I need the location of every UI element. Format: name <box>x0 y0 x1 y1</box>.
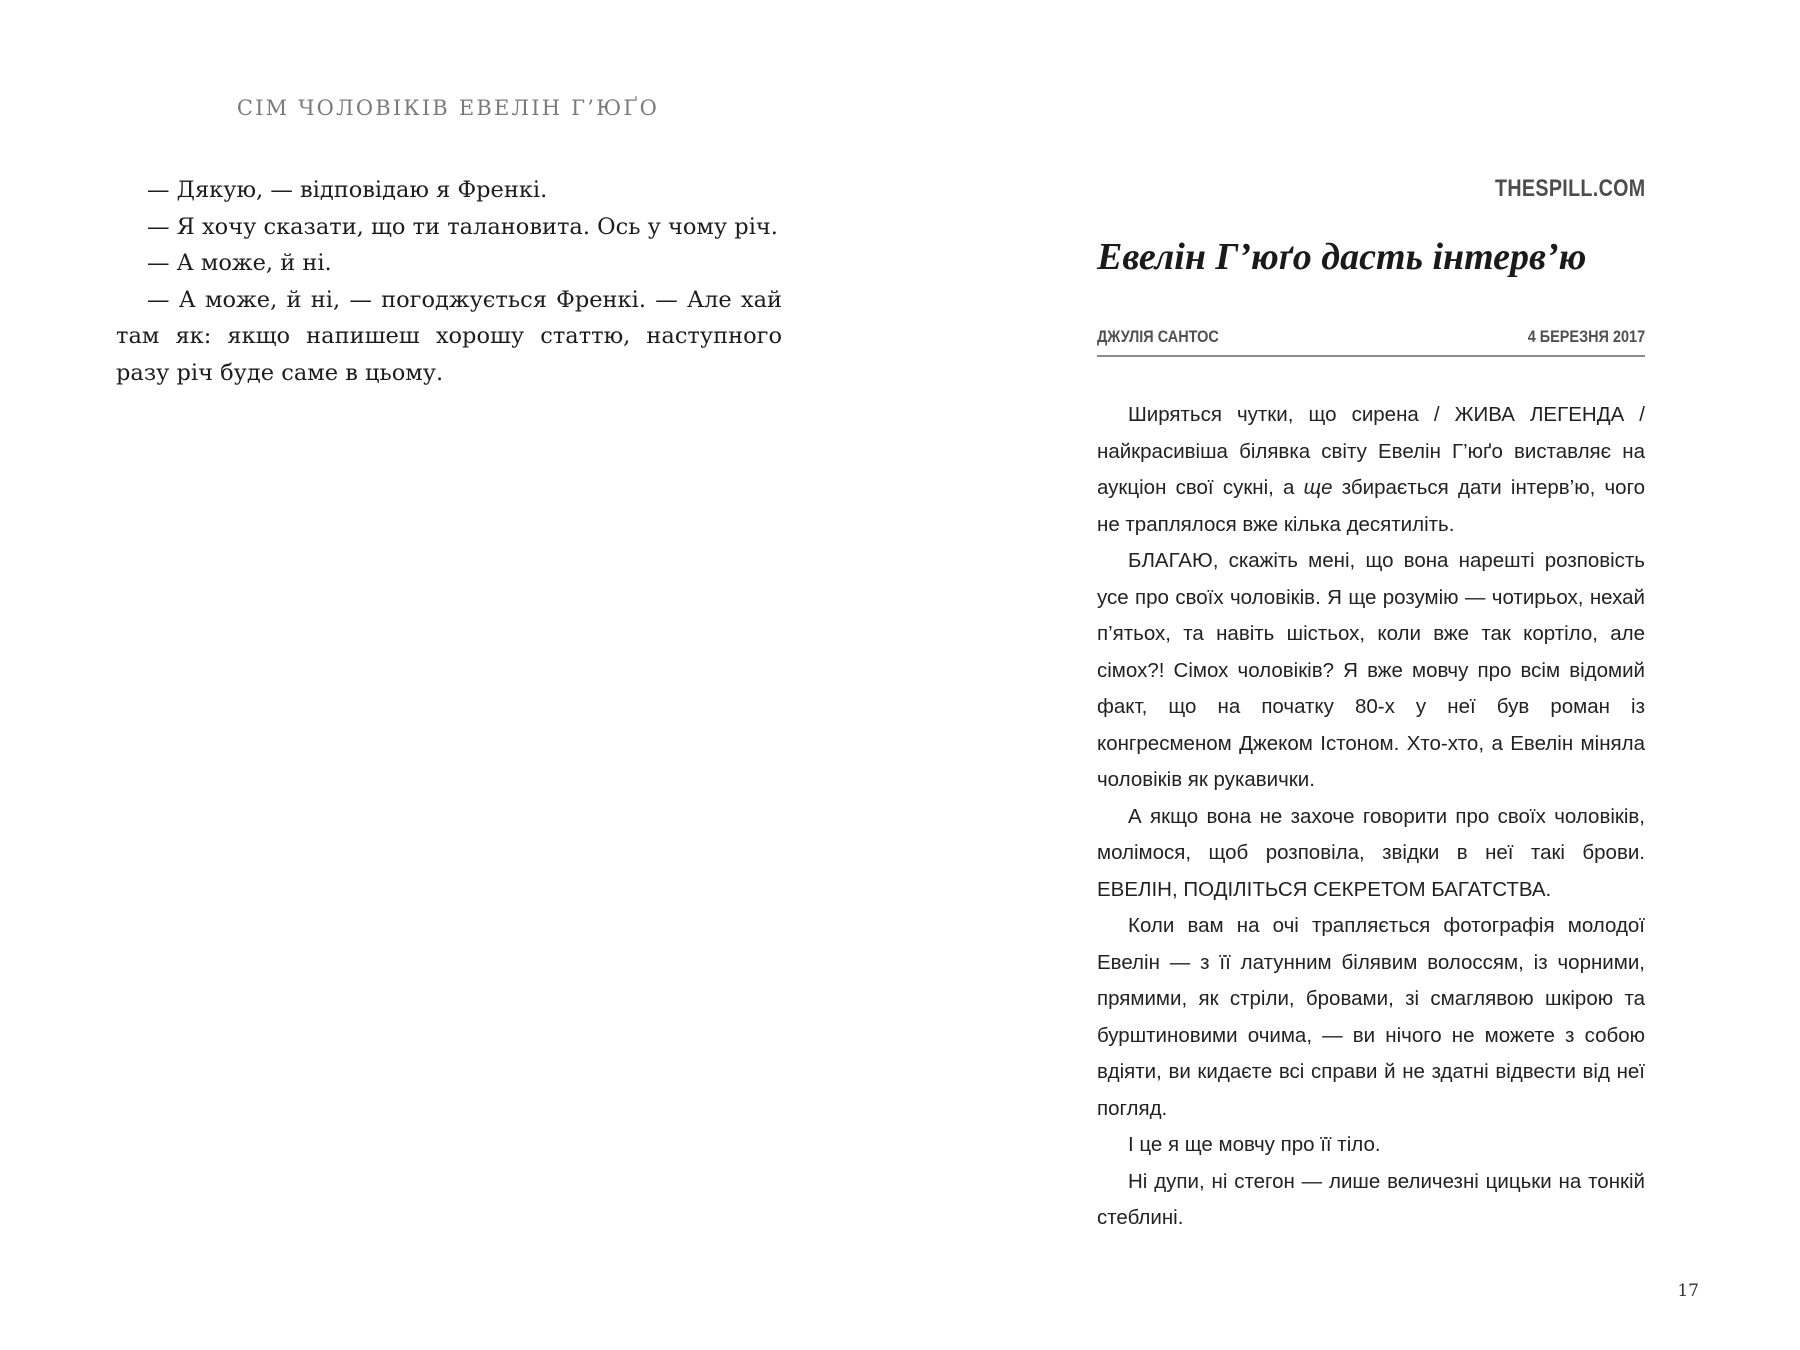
dialogue-paragraph: — Дякую, — відповідаю я Френкі. <box>147 177 548 203</box>
author-name: ДЖУЛІЯ САНТОС <box>1097 327 1219 346</box>
article-paragraph: А якщо вона не захоче говорити про своїх чоловіків, молімося, щоб розповіла, звідки в неї такі брови. ЕВЕЛІН, ПОДІЛІТЬСЯ СЕКРЕТОМ БАГАТСТВА. <box>1097 804 1645 901</box>
dialogue-paragraph: — А може, й ні, — погоджується Френкі. — Але хай там як: якщо напишеш хорошу статтю, наступного разу річ буде саме в цьому. <box>116 286 782 386</box>
article-paragraph: Ні дупи, ні стегон — лише величезні цицьки на тонкій стеблині. <box>1097 1169 1645 1229</box>
dialogue-paragraph: — А може, й ні. <box>147 250 332 276</box>
byline <box>1097 327 1645 357</box>
article-body <box>1097 397 1645 1237</box>
article-paragraph: І це я ще мовчу про її тіло. <box>1128 1133 1381 1156</box>
paragraph-text: збирається дати інтерв’ю, чого не траплялося вже кілька десятиліть. <box>1097 476 1645 536</box>
article-paragraph: БЛАГАЮ, скажіть мені, що вона нарешті розповість усе про своїх чоловіків. Я ще розумію — чотирьох, нехай п’ятьох, та навіть шістьох, коли вже так кортіло, але сімох?! Сімох чоловіків? Я вже мовчу про всім відомий факт, що на початку 80-х у неї був роман із конгресменом Джеком Істоном. Хто-хто, а Евелін міняла чоловіків як рукавички. <box>1097 549 1645 791</box>
running-head: СІМ ЧОЛОВІКІВ ЕВЕЛІН Г’ЮҐО <box>236 96 660 120</box>
site-name: THESPILL.COM <box>1494 175 1645 202</box>
article-paragraph <box>1097 397 1645 543</box>
emphasis-text: ще <box>1303 476 1333 499</box>
dialogue-paragraph: — Я хочу сказати, що ти талановита. Ось у чому річ. <box>147 213 778 240</box>
paragraph-text: Ширяться чутки, що сирена / ЖИВА ЛЕГЕНДА / найкрасивіша білявка світу Евелін Г’юґо виставляє на аукціон свої сукні, а <box>1097 403 1645 499</box>
left-page-text <box>116 172 782 391</box>
article-date: 4 БЕРЕЗНЯ 2017 <box>1527 327 1645 346</box>
article-title: Евелін Г’юґо дасть інтерв’ю <box>1097 236 1587 278</box>
article-paragraph: Коли вам на очі трапляється фотографія молодої Евелін — з її латунним білявим волоссям, із чорними, прямими, як стріли, бровами, зі смаглявою шкірою та бурштиновими очима, — ви нічого не можете з собою вдіяти, ви кидаєте всі справи й не здатні відвести від неї погляд. <box>1097 914 1645 1120</box>
page-number: 17 <box>1677 1281 1699 1301</box>
